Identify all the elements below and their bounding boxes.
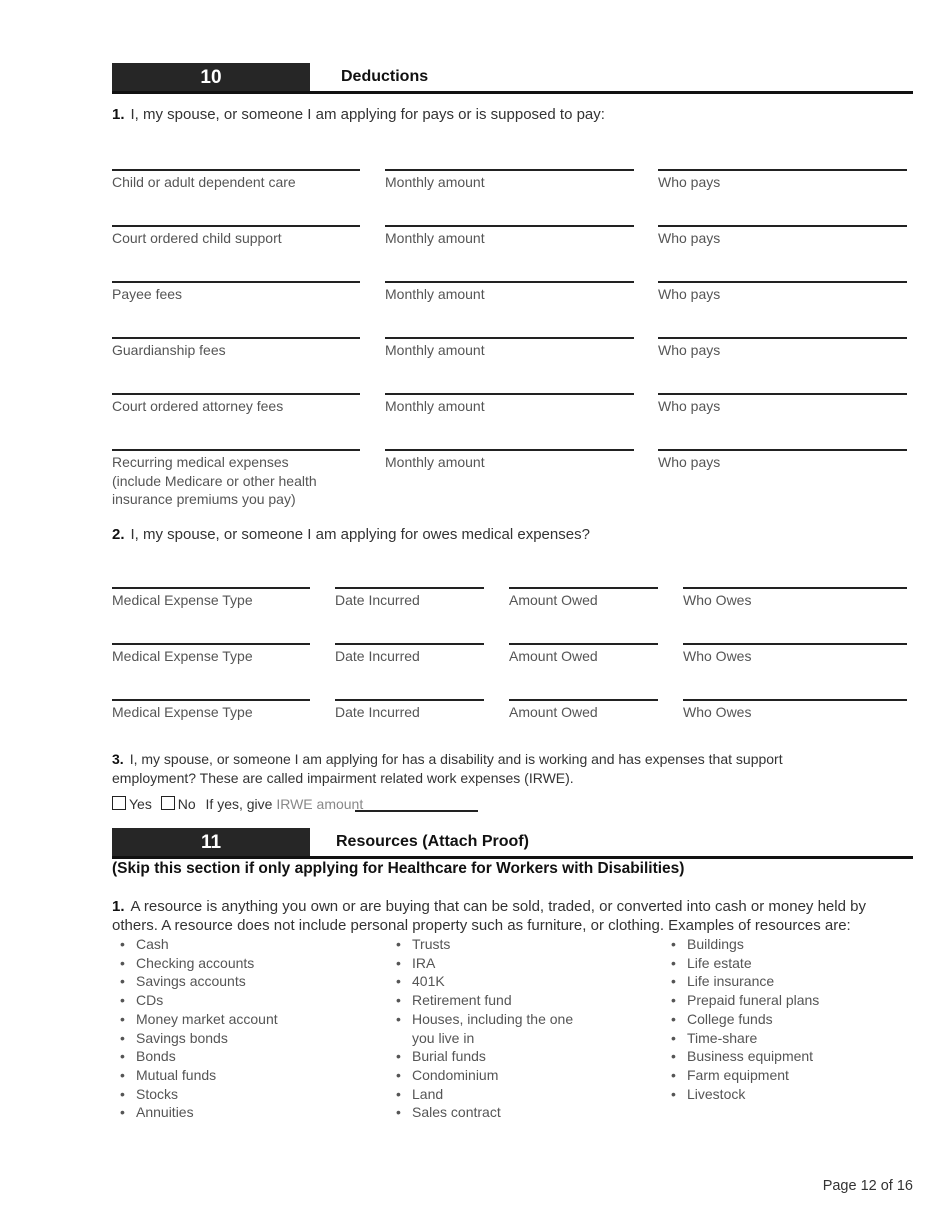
list-item: • Land (388, 1085, 638, 1104)
who-pays-input[interactable] (658, 225, 907, 227)
who-owes-input[interactable] (683, 587, 907, 589)
section-rule (112, 91, 913, 94)
deduction-label (112, 453, 317, 509)
deduction-label-line: Recurring medical expenses (112, 454, 289, 470)
list-item: • Prepaid funeral plans (663, 991, 913, 1010)
resources-list-3 (663, 935, 913, 1103)
amount-owed-label: Amount Owed (509, 592, 598, 608)
monthly-amount-input[interactable] (385, 337, 634, 339)
date-incurred-label: Date Incurred (335, 648, 420, 664)
list-item: • Checking accounts (112, 954, 362, 973)
deduction-input[interactable] (112, 169, 360, 171)
amount-owed-input[interactable] (509, 643, 658, 645)
question-text-line: employment? These are called impairment related work expenses (IRWE). (112, 769, 574, 786)
expense-type-input[interactable] (112, 587, 310, 589)
section-number: 10 (112, 63, 310, 92)
yes-label: Yes (129, 796, 152, 812)
list-item: • Buildings (663, 935, 913, 954)
who-pays-label: Who pays (658, 230, 721, 246)
list-item: • Savings bonds (112, 1029, 362, 1048)
deduction-input[interactable] (112, 225, 360, 227)
who-pays-input[interactable] (658, 337, 907, 339)
monthly-amount-label: Monthly amount (385, 286, 485, 302)
list-item: • Savings accounts (112, 972, 362, 991)
deduction-input[interactable] (112, 449, 360, 451)
list-item: • Farm equipment (663, 1066, 913, 1085)
monthly-amount-label: Monthly amount (385, 230, 485, 246)
date-incurred-input[interactable] (335, 587, 484, 589)
who-pays-label: Who pays (658, 286, 721, 302)
who-pays-label: Who pays (658, 398, 721, 414)
question-number: 3. (112, 751, 124, 767)
date-incurred-input[interactable] (335, 699, 484, 701)
resources-list-1 (112, 935, 362, 1122)
list-item: • IRA (388, 954, 638, 973)
question-3 (112, 750, 912, 787)
expense-type-label: Medical Expense Type (112, 704, 253, 720)
question-2 (112, 526, 590, 543)
amount-owed-label: Amount Owed (509, 648, 598, 664)
who-pays-label: Who pays (658, 454, 721, 470)
deduction-label: Court ordered child support (112, 230, 282, 246)
who-pays-label: Who pays (658, 174, 721, 190)
list-item: • 401K (388, 972, 638, 991)
deduction-input[interactable] (112, 393, 360, 395)
list-item: • Money market account (112, 1010, 362, 1029)
date-incurred-input[interactable] (335, 643, 484, 645)
question-text-line (112, 898, 912, 917)
irwe-amount-input[interactable] (355, 810, 478, 812)
list-item: • Sales contract (388, 1103, 638, 1122)
who-pays-input[interactable] (658, 449, 907, 451)
monthly-amount-input[interactable] (385, 393, 634, 395)
expense-type-input[interactable] (112, 643, 310, 645)
deduction-input[interactable] (112, 337, 360, 339)
deduction-label-line: (include Medicare or other health (112, 472, 317, 489)
monthly-amount-label: Monthly amount (385, 454, 485, 470)
question-number: 1. (112, 106, 125, 123)
no-label: No (177, 796, 196, 812)
monthly-amount-input[interactable] (385, 169, 634, 171)
question-text: I, my spouse, or someone I am applying for pays or is supposed to pay: (130, 106, 605, 123)
list-item: • Life estate (663, 954, 913, 973)
who-owes-label: Who Owes (683, 704, 752, 720)
section-10-header (112, 63, 913, 94)
list-item: • Time-share (663, 1029, 913, 1048)
list-item: • Annuities (112, 1103, 362, 1122)
list-item-text: • Houses, including the one (412, 1010, 574, 1027)
irwe-row (112, 796, 363, 812)
irwe-amount-label: IRWE amount (276, 796, 364, 812)
monthly-amount-label: Monthly amount (385, 398, 485, 414)
monthly-amount-input[interactable] (385, 281, 634, 283)
question-text: I, my spouse, or someone I am applying for has a disability and is working and has expenses that support (129, 751, 783, 767)
who-owes-input[interactable] (683, 643, 907, 645)
deduction-input[interactable] (112, 281, 360, 283)
yes-checkbox[interactable] (112, 796, 126, 810)
date-incurred-label: Date Incurred (335, 592, 420, 608)
date-incurred-label: Date Incurred (335, 704, 420, 720)
deduction-label-line: insurance premiums you pay) (112, 491, 296, 507)
question-number: 2. (112, 526, 125, 543)
who-pays-label: Who pays (658, 342, 721, 358)
section-title: Deductions (341, 68, 429, 85)
list-item: • Bonds (112, 1047, 362, 1066)
list-item (388, 1010, 638, 1047)
who-owes-label: Who Owes (683, 648, 752, 664)
question-text-line: others. A resource does not include personal property such as furniture, or clothing. Examples of resources are: (112, 916, 851, 934)
who-owes-input[interactable] (683, 699, 907, 701)
list-item: • Trusts (388, 935, 638, 954)
monthly-amount-label: Monthly amount (385, 174, 485, 190)
resources-intro (112, 898, 912, 935)
page-number: Page 12 of 16 (822, 1178, 913, 1194)
expense-type-input[interactable] (112, 699, 310, 701)
who-pays-input[interactable] (658, 393, 907, 395)
monthly-amount-input[interactable] (385, 449, 634, 451)
section-number: 11 (112, 828, 310, 857)
skip-note: (Skip this section if only applying for Healthcare for Workers with Disabilities) (112, 860, 685, 877)
list-item: • Condominium (388, 1066, 638, 1085)
question-text: I, my spouse, or someone I am applying for owes medical expenses? (130, 526, 590, 543)
resources-list-2 (388, 935, 638, 1122)
list-item: • CDs (112, 991, 362, 1010)
list-item: • Business equipment (663, 1047, 913, 1066)
who-owes-label: Who Owes (683, 592, 752, 608)
who-pays-input[interactable] (658, 169, 907, 171)
list-item: • Burial funds (388, 1047, 638, 1066)
question-text-line (112, 750, 912, 769)
deduction-label: Child or adult dependent care (112, 174, 296, 190)
deduction-label: Court ordered attorney fees (112, 398, 284, 414)
question-text: A resource is anything you own or are buying that can be sold, traded, or converted into cash or money held by (130, 898, 866, 915)
section-rule (112, 856, 913, 859)
deduction-label: Guardianship fees (112, 342, 226, 358)
section-11-header (112, 828, 913, 859)
if-yes-text: If yes, give (205, 796, 273, 812)
question-1 (112, 106, 605, 123)
list-item: • Cash (112, 935, 362, 954)
no-checkbox[interactable] (161, 796, 175, 810)
section-title: Resources (Attach Proof) (336, 833, 529, 850)
expense-type-label: Medical Expense Type (112, 648, 253, 664)
list-item: • Mutual funds (112, 1066, 362, 1085)
list-item: • Retirement fund (388, 991, 638, 1010)
deduction-label: Payee fees (112, 286, 183, 302)
question-number: 1. (112, 898, 125, 915)
amount-owed-input[interactable] (509, 699, 658, 701)
list-item: • Livestock (663, 1085, 913, 1104)
expense-type-label: Medical Expense Type (112, 592, 253, 608)
list-item: • College funds (663, 1010, 913, 1029)
who-pays-input[interactable] (658, 281, 907, 283)
list-item: • Stocks (112, 1085, 362, 1104)
list-item: • Life insurance (663, 972, 913, 991)
list-item-continuation: you live in (412, 1029, 475, 1046)
monthly-amount-input[interactable] (385, 225, 634, 227)
amount-owed-label: Amount Owed (509, 704, 598, 720)
monthly-amount-label: Monthly amount (385, 342, 485, 358)
amount-owed-input[interactable] (509, 587, 658, 589)
